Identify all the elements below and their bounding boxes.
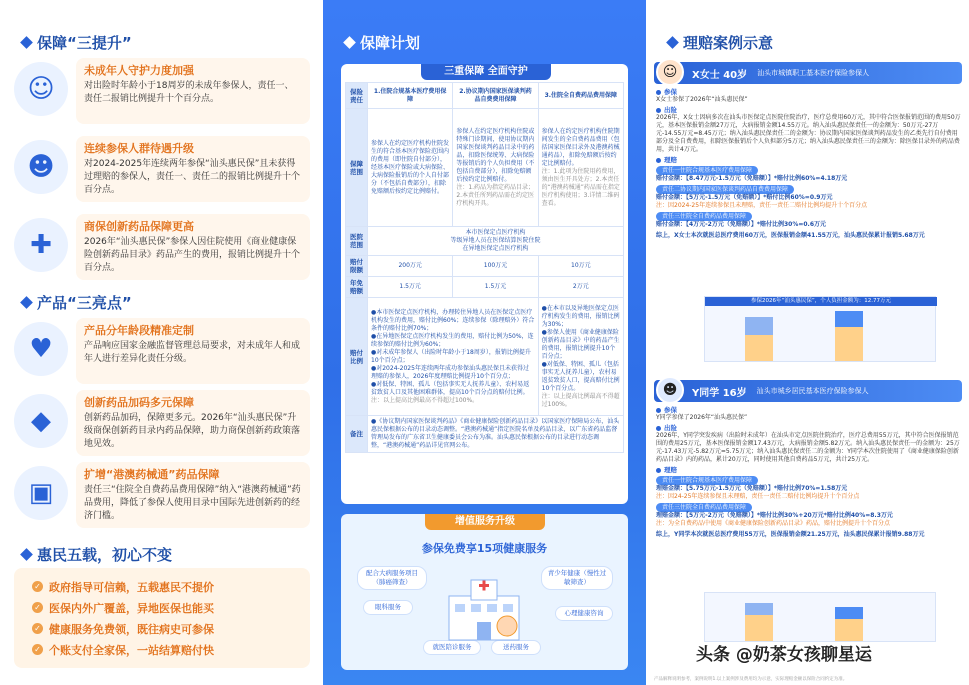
check-icon: ✓: [32, 623, 43, 634]
right-column: [646, 0, 969, 685]
medicine-pack-icon: ▣: [14, 466, 68, 520]
diamond-icon: [20, 36, 33, 49]
left-column: [0, 0, 323, 685]
service-tag: 眼科服务: [363, 600, 413, 615]
value-added-heading: 增值服务升级: [425, 514, 545, 530]
diamond-icon: [20, 548, 33, 561]
diamond-icon: [343, 36, 356, 49]
plan-card: [341, 64, 628, 504]
table-row: 赔付限额 200万元 100万元 10万元: [346, 256, 624, 277]
plan-card-heading: 三重保障 全面守护: [421, 64, 551, 80]
table-row: 医院范围 本市医保定点医疗机构 等级异地人员在医保结算医院住院 在异地医保定点医疗机构: [346, 227, 624, 256]
benefit-item: ✓ 健康服务免费领，既往病史可参保: [32, 618, 292, 639]
case1-cost-chart: 参保2026年“汕头惠民保”，个人负担金额为：12.77万元: [704, 296, 936, 362]
section-title-five-years: 惠民五载，初心不变: [22, 544, 172, 565]
feature-age-custom: ♥ 产品分年龄段精准定制 产品响应国家金融监督管理总局要求，对未成年人和成年人进行差异化责任分级。: [14, 318, 310, 384]
pill-box-icon: ◆: [14, 394, 68, 448]
table-row: 备注 ●《协议期内国家医保谈判药品》《商业健康保险创新药品目录》以国家医疗保障局公布，汕头惠民保根据公布的目录动态调整。“港澳药械通”指定医院名单及药品目录，以广东省药品监督管理局发布的广东省卫生健康委员会公布为准。汕头惠民保根据公布的目录进行动态调整，“港澳药械通”药品详见官网公布。: [346, 416, 624, 453]
elderly-icon: ☻: [14, 140, 68, 194]
student-avatar-icon: ☻: [656, 376, 684, 404]
benefit-list: [14, 568, 310, 668]
cost-bars: [705, 601, 937, 641]
check-icon: ✓: [32, 644, 43, 655]
feature-innovative-drug: ✚ 商保创新药品保障更高 2026年“汕头惠民保”参保人因住院使用《商业健康保险创新药品目录》药品产生的费用，报销比例提升十个百分点。: [14, 214, 310, 280]
value-added-subtitle: 参保免费享15项健康服务: [421, 542, 548, 555]
case-header-y: Y同学 16岁 汕头市城乡居民基本医疗保险参保人: [654, 380, 962, 402]
service-tag: 送药服务: [491, 640, 541, 655]
section-title-upgrades: 保障“三提升”: [22, 32, 132, 53]
section-title-highlights: 产品“三亮点”: [22, 292, 132, 313]
watermark-text: 头条 @奶茶女孩聊星运: [696, 645, 872, 665]
case1-body: 参保 X女士参保了2026年“汕头惠民保” 出险 2026年，X女士因病多次在汕头市医保定点医院住院治疗，医疗总费用60万元，其中符合医保报销范围的费用50万元，基本医保报销金额27万元，大病报销金额14.55万元。纳入汕头惠民保责任一的金额为：50万元-27万元-14.55万元=8.45万元；纳入汕头惠民保责任二的金额为：协议期内国家医保谈判药品发生的乙类先行自付费用部分及全自费费用，扣除医保报销后个人负担部分5万元；纳入汕头惠民保责任三的金额为：除医保目录外的药品费用，共计4万元。 理赔 责任一住院合规基本医疗费用保障 赔付金额：【8.47万元-1.5万元（免赔额）】*赔付比例60%=4.18万元 责任二协议期内国家医保谈判药品自费费用保障 赔付金额：【5万元-1.5万元（免赔额）】*赔付比例60%=0.9万元 注：因2024-25年连续参保且未理赔，责任一责任二赔付比例均提升十个百分点 责任三住院全自费药品费用保障 赔付金额：【4万元-2万元（免赔额）】*赔付比例30%=0.6万元 综上，X女士本次就医总医疗费用60万元，医保报销金额41.55万元，汕头惠民保累计报销5.68万元: [656, 88, 961, 239]
medicine-icon: ✚: [14, 218, 68, 272]
case2-body: 参保 Y同学参保了2026年“汕头惠民保” 出险 2026年，Y同学突发疾病（出险时未成年）在汕头市定点医院住院治疗，医疗总费用55万元，其中符合医保报销范围的费用25万元，基本医保报销金额17.43万元，大病报销金额5.82万元。纳入汕头惠民保责任一的金额为：25万元-17.43万元-5.82万元=5.75万元；纳入汕头惠民保责任二的金额为：Y同学本次住院使用了《商业健康保险创新药品目录》内的药品，累计20万元，同时使用其他自费药品5万元，共计25万元。 理赔 责任一住院合规基本医疗费用保障 理赔金额：【5.75万元-1.5万元（免赔额）】*赔付比例70%=1.58万元 注：因24-25年连续参保且未理赔，责任一责任二赔付比例均提升十个百分点 责任三住院全自费药品费用保障 理赔金额：【5万元-2万元（免赔额）】*赔付比例30%+20万元*赔付比例40%=8.3万元 注：为全自费药品中使用《商业健康保险创新药品目录》药品，赔付比例提升十个百分点 综上，Y同学本次就医总医疗费用55万元，医保报销金额21.25万元，汕头惠民保累计报销9.88万元: [656, 406, 960, 538]
section-title-plan: 保障计划: [345, 32, 420, 53]
table-row: 保险责任 1.住院合规基本医疗费用保障 2.协议期内国家医保谈判药品自费费用保障 3.住院全自费药品费用保障: [346, 83, 624, 109]
check-icon: ✓: [32, 602, 43, 613]
case-header-x: X女士 40岁 汕头市城镇职工基本医疗保险参保人: [654, 62, 962, 84]
woman-avatar-icon: ☺: [656, 58, 684, 86]
benefit-item: ✓ 个账支付全家保，一站结算赔付快: [32, 639, 292, 660]
case2-cost-chart: [704, 592, 936, 642]
middle-column: [323, 0, 646, 685]
table-row: 保障范围 参保人在约定医疗机构住院发生的符合基本医疗保险范围内的费用（即住院自付部分），经基本医疗保险或大病保险、大病保险报销后的个人自付部分（不包括自费部分），扣除免赔额后按约定比例赔付。 参保人在约定医疗机构住院或特殊门诊期间，使用协议期内国家医保谈判药品目录中的药品，扣除医保统筹、大病保险等报销后的个人负担费用（不包括自费部分），扣除免赔额后按约定比例赔付。 注：1.药品为指定药品目录；2.本责任所列药品需在约定医疗机构开具。 参保人在约定医疗机构住院期间发生的全自费药品费用（包括国家医保目录外及港澳药械通药品），扣除免赔额后按约定比例赔付。 注：1.此项为住院用药费用，须由医生开具处方；2.本责任的“港澳药械通”药品需在指定医疗机构使用；3.详情二维码查看。: [346, 109, 624, 227]
check-icon: ✓: [32, 581, 43, 592]
hospital-icon: [441, 574, 527, 644]
diamond-icon: [20, 296, 33, 309]
section-title-claims: 理赔案例示意: [668, 32, 773, 53]
feature-hk-macau-drug: ▣ 扩增“港澳药械通”药品保障 责任三“住院全自费药品费用保障”纳入“港澳药械通”药品费用，降低了参保人使用目录中国际先进创新药的经济门槛。: [14, 462, 310, 528]
service-tag: 就医陪诊服务: [423, 640, 481, 655]
feature-continuous-enrollee: ☻ 连续参保人群待遇升级 对2024-2025年连续两年参保“汕头惠民保”且未获得过理赔的参保人，责任一、责任二的报销比例提升十个百分点。: [14, 136, 310, 202]
service-tag: 配合大病服务项目（肺癌筛查）: [357, 566, 427, 590]
table-row: 年免赔额 1.5万元 1.5万元 2万元: [346, 277, 624, 298]
plan-table: [345, 82, 624, 453]
service-tag: 青少年健康（慢性过敏筛查）: [541, 566, 613, 590]
duty-pill: 责任一住院合规基本医疗费用保障: [656, 476, 758, 485]
benefit-item: ✓ 医保内外广覆盖，异地医保也能买: [32, 597, 292, 618]
service-tag: 心理健康咨询: [555, 606, 613, 621]
feature-minor-protection: ☺ 未成年人守护力度加强 对出险时年龄小于18周岁的未成年参保人，责任一、责任二报销比例提升十个百分点。: [14, 58, 310, 124]
duty-pill: 责任一住院合规基本医疗费用保障: [656, 166, 758, 175]
duty-pill: 责任三住院全自费药品费用保障: [656, 212, 752, 221]
cost-bars: [705, 307, 937, 363]
value-added-card: [341, 514, 628, 670]
footnote: 产品解释说明参考，案例说明1.以上案例涉及费用均为示意，实际理赔金额以保险合同约定为准。: [654, 677, 848, 682]
child-icon: ☺: [14, 62, 68, 116]
diamond-icon: [666, 36, 679, 49]
feature-drug-multi: ◆ 创新药品加码多元保障 创新药品加码，保障更多元。2026年“汕头惠民保”升级商保创新药目录内药品保障，助力商保创新药政策落地见效。: [14, 390, 310, 456]
duty-pill: 责任三住院全自费药品费用保障: [656, 503, 752, 512]
table-row: 赔付比例 ●本市医保定点医疗机构，办理转住异地人员在医保定点医疗机构发生的费用，赔付比例60%；连续参保（除理赔外）符合条件的赔付比例70%； ●在异地医保定点医疗机构发生的费用，赔付比例为50%，连续参保的赔付比例为60%； ●对未成年参保人（出险时年龄小于18周岁），报销比例提升10个百分点； ●对2024-2025年连续两年成功参保汕头惠民保且未获得过理赔的参保人，2026年度理赔比例提升10个百分点； ●对低保、特困、孤儿（包括事实无人抚养儿童）、农村易返贫致贫人口及其他困难群体，提高10个百分点的赔付比例。 注：以上提高比例最高不得超过100%。 ●在本市以及异地医保定点医疗机构发生的费用，报销比例为30%； ●参保人使用《商业健康保险创新药品目录》中的药品产生的费用，报销比例提升10个百分点； ●对低保、特困、孤儿（包括事实无人抚养儿童），农村易返贫致贫人口，提高赔付比例10个百分点。 注：以上提高比例最高不得超过100%。: [346, 298, 624, 416]
duty-pill: 责任二协议期内国家医保谈判药品自费费用保障: [656, 185, 794, 194]
benefit-item: ✓ 政府指导可信赖，五载惠民不提价: [32, 576, 292, 597]
family-icon: ♥: [14, 322, 68, 376]
